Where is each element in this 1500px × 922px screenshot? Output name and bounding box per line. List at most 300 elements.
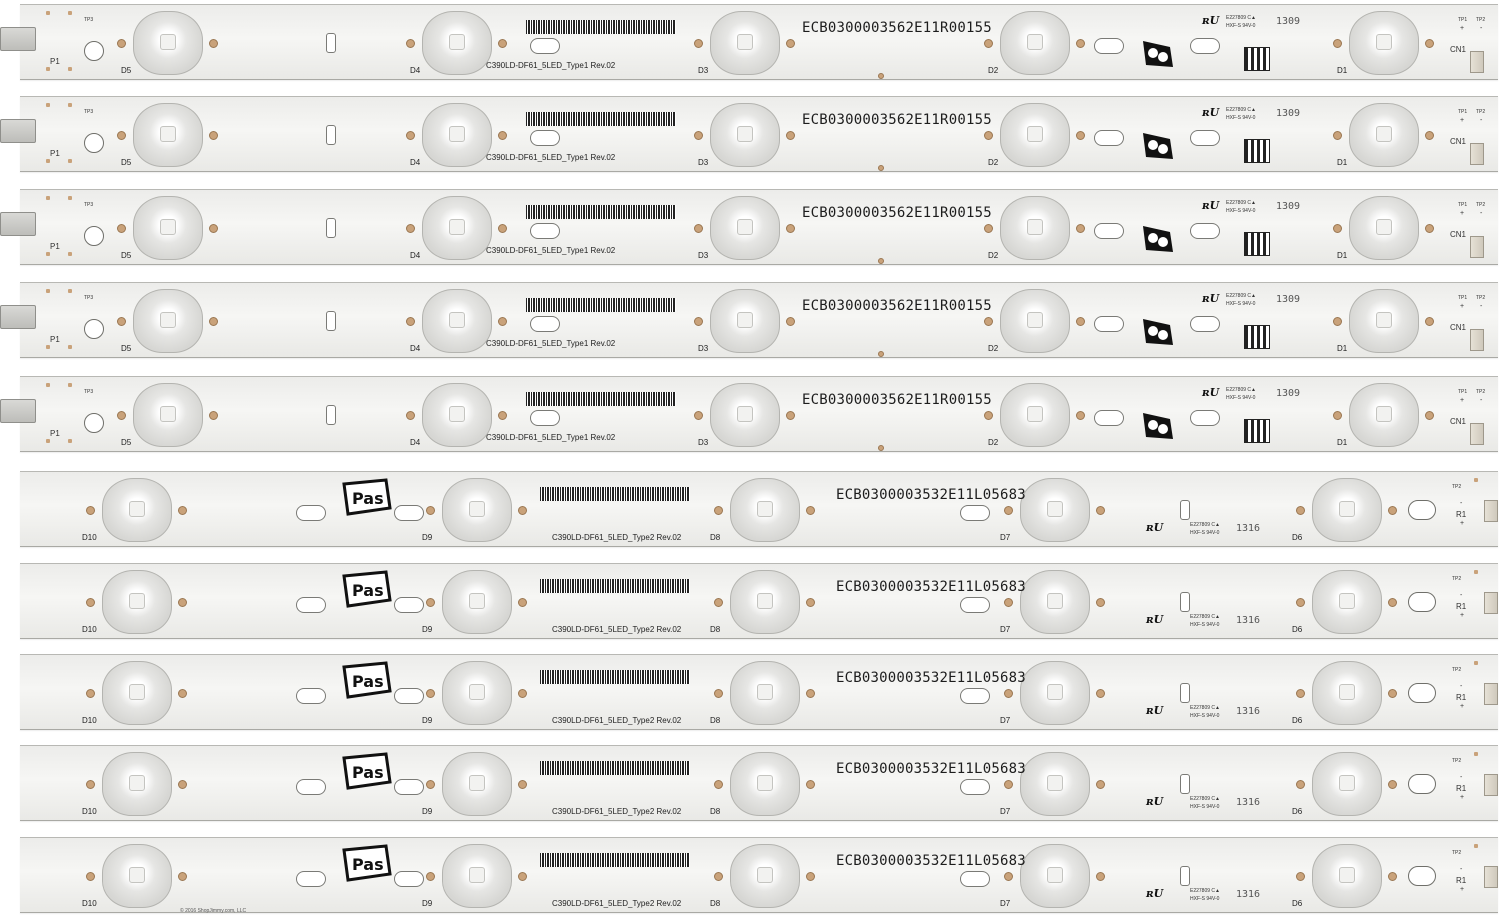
- led-label: D4: [410, 66, 421, 75]
- ul-logo: ʀU: [1202, 292, 1220, 305]
- cert-sub: HXF-S 94V-0: [1226, 395, 1256, 401]
- led-label: D5: [121, 344, 132, 353]
- date-code: 1316: [1236, 615, 1261, 626]
- pad-marker: [46, 439, 50, 443]
- led-pad: [426, 506, 435, 515]
- serial-number: ECB0300003532E11L05683: [836, 853, 1026, 869]
- inspection-stamp: [1140, 37, 1176, 71]
- barcode: [540, 487, 690, 501]
- pad-marker: [1474, 570, 1478, 574]
- led-label: D6: [1292, 716, 1303, 725]
- led-label: D3: [698, 438, 709, 447]
- pad-marker: [1474, 844, 1478, 848]
- led-pad: [498, 411, 507, 420]
- slot: [296, 871, 326, 887]
- label-tp3: TP3: [84, 389, 94, 395]
- polarity-minus: -: [1480, 25, 1483, 32]
- serial-number: ECB0300003532E11L05683: [836, 579, 1026, 595]
- data-matrix-code: [1244, 232, 1270, 256]
- led-pad: [1096, 506, 1105, 515]
- small-pad: [878, 351, 884, 357]
- model-number: C390LD-DF61_5LED_Type1 Rev.02: [486, 153, 616, 162]
- led-lens: [1349, 289, 1419, 353]
- led-label: D3: [698, 66, 709, 75]
- slot: [1094, 316, 1124, 332]
- led-pad: [209, 131, 218, 140]
- polarity-minus: -: [1480, 397, 1483, 404]
- led-label: D7: [1000, 807, 1011, 816]
- label-r1: R1: [1456, 784, 1467, 793]
- led-label: D1: [1337, 66, 1348, 75]
- led-pad: [1425, 131, 1434, 140]
- date-code: 1316: [1236, 706, 1261, 717]
- slot: [394, 779, 424, 795]
- pad-marker: [1474, 478, 1478, 482]
- led-pad: [1096, 598, 1105, 607]
- led-pad: [806, 780, 815, 789]
- led-pad: [1425, 39, 1434, 48]
- polarity-plus: +: [1460, 612, 1465, 619]
- label-tp1: TP1: [1458, 389, 1468, 395]
- small-pad: [878, 165, 884, 171]
- led-pad: [786, 224, 795, 233]
- pad-marker: [68, 289, 72, 293]
- led-lens: [710, 196, 780, 260]
- slot: [1190, 38, 1220, 54]
- led-pad: [1096, 872, 1105, 881]
- led-pad: [1333, 131, 1342, 140]
- led-label: D5: [121, 66, 132, 75]
- polarity-plus: +: [1460, 303, 1465, 310]
- model-number: C390LD-DF61_5LED_Type1 Rev.02: [486, 433, 616, 442]
- label-cn1: CN1: [1450, 323, 1467, 332]
- led-pad: [178, 780, 187, 789]
- led-lens: [1312, 478, 1382, 542]
- pass-stamp: [342, 661, 384, 695]
- led-pad: [518, 780, 527, 789]
- date-code: 1309: [1276, 294, 1301, 305]
- led-label: D8: [710, 625, 721, 634]
- led-lens: [133, 11, 203, 75]
- led-pad: [1076, 224, 1085, 233]
- led-pad: [1004, 780, 1013, 789]
- led-lens: [442, 661, 512, 725]
- slot: [960, 688, 990, 704]
- led-label: D10: [82, 807, 97, 816]
- led-label: D10: [82, 533, 97, 542]
- led-pad: [806, 598, 815, 607]
- led-lens: [422, 11, 492, 75]
- led-label: D2: [988, 438, 999, 447]
- led-label: D4: [410, 251, 421, 260]
- led-pad: [694, 39, 703, 48]
- led-pad: [1076, 131, 1085, 140]
- polarity-minus: -: [1480, 303, 1483, 310]
- led-label: D7: [1000, 716, 1011, 725]
- led-pad: [694, 131, 703, 140]
- slot: [1190, 130, 1220, 146]
- led-lens: [1020, 570, 1090, 634]
- polarity-minus: -: [1460, 500, 1463, 507]
- led-pad: [1096, 689, 1105, 698]
- slot: [1094, 410, 1124, 426]
- led-lens: [710, 103, 780, 167]
- led-label: D10: [82, 899, 97, 908]
- slot-large: [1408, 683, 1436, 703]
- cert-sub: HXF-S 94V-0: [1190, 713, 1220, 719]
- led-pad: [406, 317, 415, 326]
- pad-marker: [46, 252, 50, 256]
- led-pad: [209, 411, 218, 420]
- polarity-minus: -: [1480, 210, 1483, 217]
- led-lens: [102, 752, 172, 816]
- led-label: D2: [988, 344, 999, 353]
- led-lens: [422, 196, 492, 260]
- label-tp3: TP3: [84, 109, 94, 115]
- led-pad: [694, 317, 703, 326]
- ul-logo: ʀU: [1202, 14, 1220, 27]
- led-strip-type2: [20, 563, 1498, 639]
- led-pad: [1388, 506, 1397, 515]
- label-tp2: TP2: [1476, 17, 1486, 23]
- svg-text:Pas: Pas: [352, 855, 384, 874]
- led-pad: [1333, 39, 1342, 48]
- polarity-minus: -: [1460, 683, 1463, 690]
- connector-p1: [0, 27, 36, 51]
- led-pad: [426, 598, 435, 607]
- led-pad: [117, 317, 126, 326]
- led-label: D9: [422, 899, 433, 908]
- slot: [530, 316, 560, 332]
- led-label: D4: [410, 438, 421, 447]
- led-strip-type2: [20, 471, 1498, 547]
- led-pad: [1004, 506, 1013, 515]
- led-pad: [714, 598, 723, 607]
- led-lens: [730, 844, 800, 908]
- led-label: D3: [698, 344, 709, 353]
- led-label: D6: [1292, 899, 1303, 908]
- cert-code: E227809 C▲: [1226, 387, 1256, 393]
- led-label: D1: [1337, 251, 1348, 260]
- led-lens: [1020, 661, 1090, 725]
- ul-logo: ʀU: [1202, 106, 1220, 119]
- slot: [296, 505, 326, 521]
- ul-logo: ʀU: [1202, 386, 1220, 399]
- led-pad: [426, 872, 435, 881]
- led-pad: [406, 39, 415, 48]
- inspection-stamp: [1140, 409, 1176, 443]
- led-lens: [1020, 752, 1090, 816]
- data-matrix-code: [1244, 139, 1270, 163]
- label-tp3: TP3: [84, 202, 94, 208]
- small-pad: [878, 73, 884, 79]
- polarity-plus: +: [1460, 25, 1465, 32]
- led-lens: [442, 752, 512, 816]
- led-label: D5: [121, 438, 132, 447]
- led-lens: [102, 570, 172, 634]
- label-p1: P1: [50, 149, 60, 158]
- led-pad: [406, 411, 415, 420]
- led-lens: [442, 478, 512, 542]
- led-pad: [714, 872, 723, 881]
- data-matrix-code: [1244, 419, 1270, 443]
- cert-sub: HXF-S 94V-0: [1190, 622, 1220, 628]
- pad-marker: [68, 345, 72, 349]
- led-label: D2: [988, 66, 999, 75]
- led-pad: [178, 689, 187, 698]
- led-label: D10: [82, 716, 97, 725]
- led-lens: [1000, 383, 1070, 447]
- slot: [530, 130, 560, 146]
- slot: [960, 597, 990, 613]
- barcode: [526, 392, 676, 406]
- led-pad: [1425, 317, 1434, 326]
- led-label: D4: [410, 344, 421, 353]
- led-pad: [86, 598, 95, 607]
- led-pad: [1076, 317, 1085, 326]
- led-lens: [1020, 844, 1090, 908]
- pass-stamp: [342, 570, 384, 604]
- connector-cn1: [1470, 236, 1484, 258]
- led-label: D7: [1000, 533, 1011, 542]
- cert-code: E227809 C▲: [1190, 705, 1220, 711]
- pass-stamp: [342, 478, 384, 512]
- led-label: D6: [1292, 807, 1303, 816]
- led-label: D1: [1337, 344, 1348, 353]
- model-number: C390LD-DF61_5LED_Type2 Rev.02: [552, 807, 682, 816]
- pad-marker: [68, 159, 72, 163]
- led-strip-type1: [20, 96, 1498, 172]
- serial-number: ECB0300003562E11R00155: [802, 20, 992, 36]
- serial-number: ECB0300003562E11R00155: [802, 112, 992, 128]
- led-lens: [1000, 11, 1070, 75]
- led-lens: [1349, 11, 1419, 75]
- mount-hole: [84, 41, 104, 61]
- led-lens: [1000, 103, 1070, 167]
- label-r1: R1: [1456, 602, 1467, 611]
- led-strip-type1: [20, 189, 1498, 265]
- led-label: D7: [1000, 625, 1011, 634]
- led-pad: [498, 131, 507, 140]
- led-lens: [1312, 661, 1382, 725]
- cert-sub: HXF-S 94V-0: [1226, 23, 1256, 29]
- label-tp2: TP2: [1452, 667, 1462, 673]
- led-pad: [1296, 598, 1305, 607]
- mount-hole: [84, 413, 104, 433]
- connector-p1: [0, 305, 36, 329]
- led-pad: [714, 506, 723, 515]
- mount-hole: [84, 226, 104, 246]
- pad-marker: [46, 159, 50, 163]
- pad-marker: [68, 196, 72, 200]
- slot: [960, 505, 990, 521]
- led-pad: [1004, 689, 1013, 698]
- led-pad: [806, 872, 815, 881]
- polarity-minus: -: [1460, 866, 1463, 873]
- led-lens: [133, 383, 203, 447]
- serial-number: ECB0300003532E11L05683: [836, 487, 1026, 503]
- led-pad: [117, 224, 126, 233]
- inspection-stamp: [1140, 315, 1176, 349]
- barcode: [540, 579, 690, 593]
- label-r1: R1: [1456, 876, 1467, 885]
- label-p1: P1: [50, 335, 60, 344]
- led-label: D9: [422, 533, 433, 542]
- label-tp2: TP2: [1452, 576, 1462, 582]
- led-pad: [1388, 872, 1397, 881]
- label-tp2: TP2: [1476, 202, 1486, 208]
- data-matrix-code: [1244, 47, 1270, 71]
- slot: [960, 779, 990, 795]
- slot-vertical: [1180, 866, 1190, 886]
- led-pad: [984, 224, 993, 233]
- led-pad: [518, 872, 527, 881]
- led-label: D5: [121, 158, 132, 167]
- label-r1: R1: [1456, 693, 1467, 702]
- led-pad: [117, 411, 126, 420]
- led-pad: [86, 689, 95, 698]
- led-label: D9: [422, 807, 433, 816]
- led-pad: [426, 780, 435, 789]
- cert-code: E227809 C▲: [1190, 614, 1220, 620]
- led-lens: [442, 570, 512, 634]
- date-code: 1316: [1236, 523, 1261, 534]
- led-label: D6: [1292, 625, 1303, 634]
- led-pad: [426, 689, 435, 698]
- label-r1: R1: [1456, 510, 1467, 519]
- led-pad: [786, 131, 795, 140]
- slot: [394, 597, 424, 613]
- barcode: [526, 20, 676, 34]
- cert-sub: HXF-S 94V-0: [1226, 301, 1256, 307]
- led-lens: [102, 478, 172, 542]
- barcode: [540, 853, 690, 867]
- date-code: 1309: [1276, 108, 1301, 119]
- led-lens: [1020, 478, 1090, 542]
- label-cn1: CN1: [1450, 137, 1467, 146]
- barcode: [526, 205, 676, 219]
- label-tp2: TP2: [1476, 295, 1486, 301]
- led-lens: [1312, 844, 1382, 908]
- label-tp1: TP1: [1458, 109, 1468, 115]
- cert-code: E227809 C▲: [1226, 200, 1256, 206]
- led-pad: [786, 39, 795, 48]
- polarity-plus: +: [1460, 703, 1465, 710]
- led-label: D8: [710, 807, 721, 816]
- connector-p1: [0, 119, 36, 143]
- led-pad: [714, 689, 723, 698]
- led-lens: [442, 844, 512, 908]
- led-pad: [1333, 224, 1342, 233]
- slot-vertical: [326, 311, 336, 331]
- label-p1: P1: [50, 429, 60, 438]
- pad-marker: [1474, 661, 1478, 665]
- led-label: D1: [1337, 438, 1348, 447]
- slot-vertical: [326, 125, 336, 145]
- mount-hole: [84, 319, 104, 339]
- inspection-stamp: [1140, 222, 1176, 256]
- led-pad: [1096, 780, 1105, 789]
- model-number: C390LD-DF61_5LED_Type1 Rev.02: [486, 246, 616, 255]
- pad-marker: [68, 383, 72, 387]
- led-label: D9: [422, 716, 433, 725]
- led-lens: [1349, 103, 1419, 167]
- pad-marker: [68, 252, 72, 256]
- slot: [1190, 316, 1220, 332]
- led-lens: [1000, 196, 1070, 260]
- svg-text:Pas: Pas: [352, 581, 384, 600]
- cert-sub: HXF-S 94V-0: [1226, 208, 1256, 214]
- led-lens: [1312, 752, 1382, 816]
- slot-large: [1408, 592, 1436, 612]
- label-cn1: CN1: [1450, 230, 1467, 239]
- slot: [530, 223, 560, 239]
- slot: [1094, 38, 1124, 54]
- label-tp3: TP3: [84, 295, 94, 301]
- connector-cn1: [1470, 51, 1484, 73]
- slot: [394, 871, 424, 887]
- led-pad: [86, 780, 95, 789]
- led-label: D1: [1337, 158, 1348, 167]
- pad-marker: [46, 345, 50, 349]
- led-label: D6: [1292, 533, 1303, 542]
- led-pad: [518, 689, 527, 698]
- connector-cn1: [1470, 423, 1484, 445]
- led-lens: [102, 844, 172, 908]
- polarity-plus: +: [1460, 397, 1465, 404]
- slot: [394, 505, 424, 521]
- led-pad: [1388, 689, 1397, 698]
- label-tp3: TP3: [84, 17, 94, 23]
- led-label: D2: [988, 251, 999, 260]
- led-lens: [730, 752, 800, 816]
- slot: [1094, 223, 1124, 239]
- led-lens: [710, 289, 780, 353]
- label-tp2: TP2: [1452, 484, 1462, 490]
- mount-hole: [84, 133, 104, 153]
- polarity-plus: +: [1460, 886, 1465, 893]
- connector-cn1: [1470, 329, 1484, 351]
- polarity-plus: +: [1460, 117, 1465, 124]
- slot: [296, 688, 326, 704]
- model-number: C390LD-DF61_5LED_Type2 Rev.02: [552, 533, 682, 542]
- led-pad: [117, 131, 126, 140]
- led-label: D4: [410, 158, 421, 167]
- led-lens: [730, 478, 800, 542]
- led-pad: [1425, 411, 1434, 420]
- led-pad: [1296, 780, 1305, 789]
- led-pad: [1388, 598, 1397, 607]
- ul-logo: ʀU: [1202, 199, 1220, 212]
- pad-marker: [46, 196, 50, 200]
- led-pad: [518, 598, 527, 607]
- pad-marker: [46, 67, 50, 71]
- led-label: D3: [698, 251, 709, 260]
- label-p1: P1: [50, 57, 60, 66]
- led-pad: [178, 598, 187, 607]
- slot-large: [1408, 774, 1436, 794]
- label-tp2: TP2: [1476, 389, 1486, 395]
- small-pad: [878, 258, 884, 264]
- label-p1: P1: [50, 242, 60, 251]
- watermark: © 2016 ShopJimmy.com, LLC: [180, 908, 247, 914]
- barcode: [540, 761, 690, 775]
- small-pad: [878, 445, 884, 451]
- led-pad: [209, 39, 218, 48]
- led-lens: [422, 383, 492, 447]
- cert-code: E227809 C▲: [1226, 107, 1256, 113]
- polarity-plus: +: [1460, 520, 1465, 527]
